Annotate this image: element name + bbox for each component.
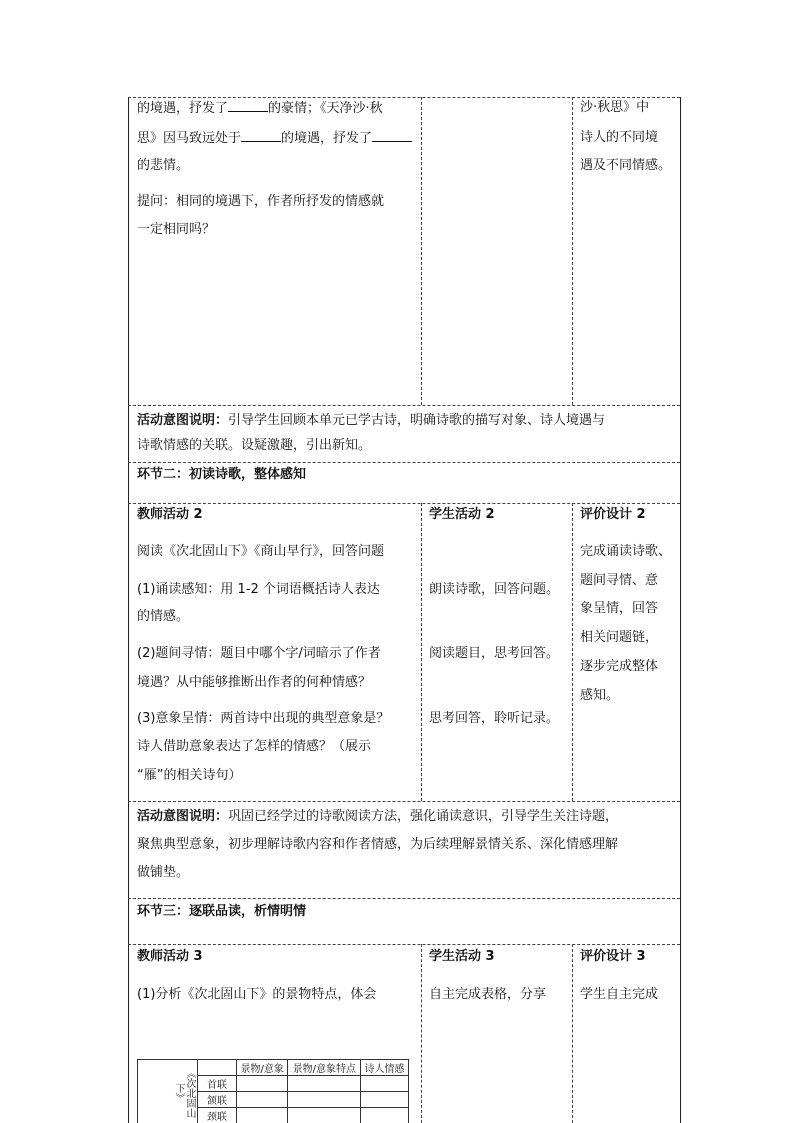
row3-eval-header: 评价设计 3 [580,949,646,964]
table-header: 景物/意象 [237,1060,288,1076]
row-divider [128,462,680,463]
table-left-border [128,97,129,1123]
table-row-label: 颔联 [198,1092,237,1108]
col-divider [572,944,573,1123]
row2-eval-line: 感知。 [580,688,620,703]
row2-teacher-line: (1)诵读感知：用 1-2 个词语概括诗人表达 [137,582,380,597]
row3-teacher-line: (1)分析《次北固山下》的景物特点，体会 [137,987,377,1002]
row1-question-line-1: 提问：相同的境遇下，作者所抒发的情感就 [137,194,385,209]
row2-teacher-header: 教师活动 2 [137,507,203,522]
table-row [138,1060,409,1076]
table-cell [198,1060,237,1076]
col-divider [421,944,422,1123]
row3-student-line: 自主完成表格，分享 [429,987,547,1002]
row2-teacher-line: 诗人借助意象表达了怎样的情感？（展示 [137,739,372,754]
row2-student-line: 朗读诗歌，回答问题。 [429,582,560,597]
poem-analysis-table [137,1059,409,1123]
row2-eval-line: 完成诵读诗歌、 [580,544,672,559]
table-cell[interactable] [288,1092,361,1108]
row-divider [128,898,680,899]
row2-eval-line: 题间寻情、意 [580,573,659,588]
row2-eval-line: 相关问题链， [580,630,659,645]
table-cell[interactable] [361,1092,409,1108]
row2-eval-header: 评价设计 2 [580,507,646,522]
row2-teacher-line: 境遇？从中能够推断出作者的何种情感？ [137,675,372,690]
intent2-line-2: 聚焦典型意象，初步理解诗歌内容和作者情感，为后续理解景情关系、深化情感理解 [137,837,619,852]
table-row-label: 颈联 [198,1108,237,1123]
table-row-label: 首联 [198,1076,237,1092]
table-side-label: 《次北固山下》 [138,1060,198,1123]
col-divider [421,503,422,801]
row2-teacher-line: (3)意象呈情：两首诗中出现的典型意象是？ [137,711,390,726]
table-cell[interactable] [237,1108,288,1123]
row2-student-header: 学生活动 2 [429,507,495,522]
row1-teacher-line-1: 的境遇，抒发了 的豪情；《天净沙·秋 [137,101,383,116]
table-cell[interactable] [361,1076,409,1092]
row2-teacher-line: 的情感。 [137,609,190,624]
row-divider [128,503,680,504]
table-cell[interactable] [288,1108,361,1123]
row1-eval-line-1: 沙·秋思》中 [580,100,650,115]
row3-teacher-header: 教师活动 3 [137,949,203,964]
table-top-border [128,97,680,98]
table-cell[interactable] [288,1076,361,1092]
col-divider [572,97,573,405]
row1-eval-line-3: 遇及不同情感。 [580,158,672,173]
row3-student-header: 学生活动 3 [429,949,495,964]
row2-teacher-line: (2)题间寻情：题目中哪个字/词暗示了作者 [137,646,381,661]
table-cell[interactable] [237,1076,288,1092]
row2-student-line: 阅读题目，思考回答。 [429,646,560,661]
section3-title: 环节三：逐联品读，析情明情 [137,904,307,919]
table-header: 诗人情感 [361,1060,409,1076]
intent1-line-2: 诗歌情感的关联。设疑激趣，引出新知。 [137,438,372,453]
row1-teacher-line-3: 的悲情。 [137,158,190,173]
row2-student-line: 思考回答，聆听记录。 [429,711,560,726]
section2-title: 环节二：初读诗歌，整体感知 [137,467,307,482]
col-divider [421,97,422,405]
row2-eval-line: 象呈情，回答 [580,601,659,616]
table-cell[interactable] [361,1108,409,1123]
intent2-line-3: 做铺垫。 [137,865,190,880]
row-divider [128,405,680,406]
row1-eval-line-2: 诗人的不同境 [580,130,659,145]
row1-question-line-2: 一定相同吗？ [137,222,216,237]
row2-teacher-line: 阅读《次北固山下》《商山早行》，回答问题 [137,544,385,559]
row-divider [128,801,680,802]
intent1-line-1: 活动意图说明：引导学生回顾本单元已学古诗，明确诗歌的描写对象、诗人境遇与 [137,413,606,428]
row2-eval-line: 逐步完成整体 [580,659,659,674]
row3-eval-line: 学生自主完成 [580,987,659,1002]
table-header: 景物/意象特点 [288,1060,361,1076]
intent2-line-1: 活动意图说明：巩固已经学过的诗歌阅读方法，强化诵读意识，引导学生关注诗题， [137,809,619,824]
table-cell[interactable] [237,1092,288,1108]
row-divider [128,944,680,945]
row1-teacher-line-2: 思》因马致远处于 的境遇，抒发了 [137,131,412,145]
table-right-border [680,97,681,1123]
row2-teacher-line: “雁”的相关诗句） [137,768,242,783]
col-divider [572,503,573,801]
